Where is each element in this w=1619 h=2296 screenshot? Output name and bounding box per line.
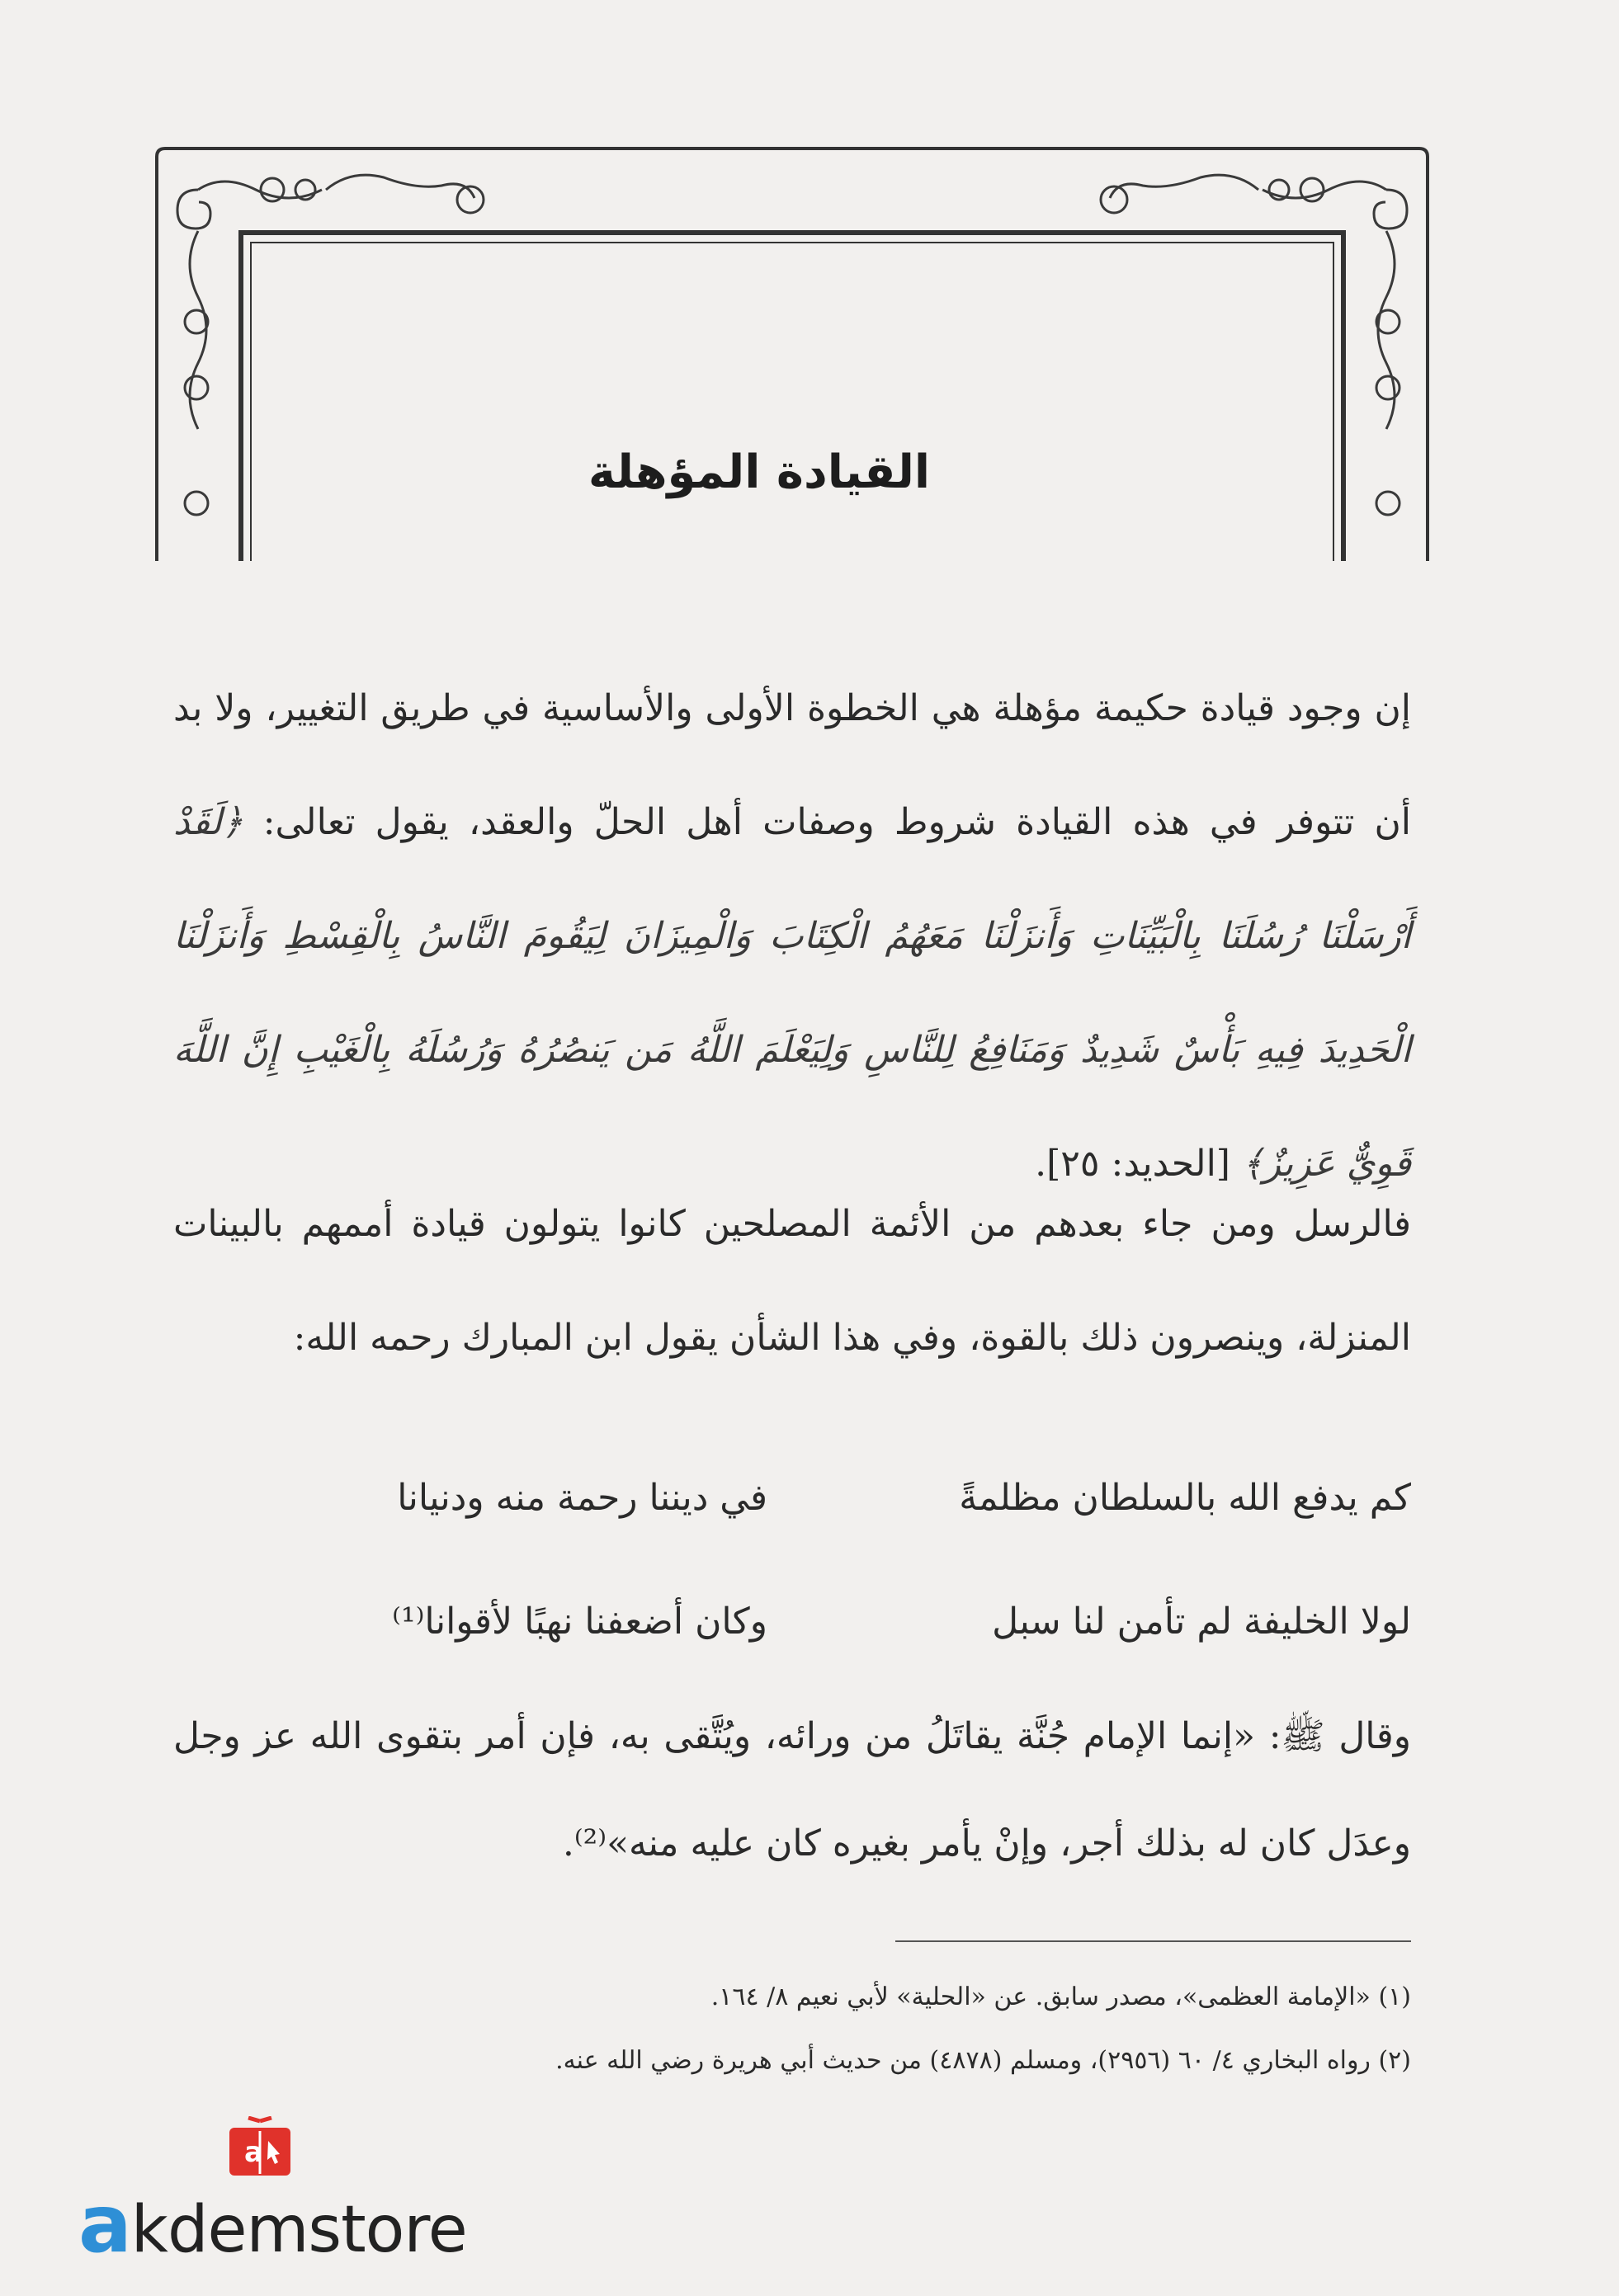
footnote-1: (١) «الإمامة العظمى»، مصدر سابق. عن «الحلية» لأبي نعيم ٨/ ١٦٤. [710,1982,1411,2011]
poem-hemistich: لولا الخليفة لم تأمن لنا سبل [992,1601,1411,1643]
paragraph-intro [173,652,1411,1221]
book-logo-icon [223,2116,297,2182]
quran-verse: ﴿لَقَدْ أَرْسَلْنَا رُسُلَنَا بِالْبَيِّنَاتِ وَأَنزَلْنَا مَعَهُمُ الْكِتَابَ وَالْمِيزَانَ لِيَقُومَ النَّاسُ بِالْقِسْطِ وَأَنزَلْنَا الْحَدِيدَ فِيهِ بَأْسٌ شَدِيدٌ وَمَنَافِعُ لِلنَّاسِ وَلِيَعْلَمَ اللَّهُ مَن يَنصُرُهُ وَرُسُلَهُ بِالْغَيْبِ إِنَّ اللَّهَ قَوِيٌّ عَزِيزٌ﴾ [173,801,1411,1185]
logo-name: kdemstore [130,2193,467,2267]
poem-hemistich: كم يدفع الله بالسلطان مظلمةً [959,1477,1411,1519]
poem-hemistich: في ديننا رحمة منه ودنيانا [397,1477,767,1519]
paragraph-leaders: فالرسل ومن جاء بعدهم من الأئمة المصلحين كانوا يتولون قيادة أممهم بالبينات المنزلة، وينصرون ذلك بالقوة، وفي هذا الشأن يقول ابن المبارك رحمه الله: [173,1203,1411,1359]
paragraph-hadith: وقال ﷺ: «إنما الإمام جُنَّة يقاتَلُ من ورائه، ويُتَّقى به، فإن أمر بتقوى الله عز وجل وعدَل كان له بذلك أجر، وإنْ يأمر بغيره كان عليه منه»⁽²⁾. [173,1715,1411,1865]
footnote-separator [895,1940,1411,1942]
poem-hemistich: وكان أضعفنا نهبًا لأقوانا⁽¹⁾ [392,1601,767,1643]
footnote-2: (٢) رواه البخاري ٤/ ٦٠ (٢٩٥٦)، ومسلم (٤٨٧٨) من حديث أبي هريرة رضي الله عنه. [555,2046,1411,2075]
poem-line-1 [173,1477,1411,1601]
chapter-title: القيادة المؤهلة [588,446,931,499]
verse-reference: [الحديد: ٢٥]. [1035,1143,1230,1185]
paragraph-intro-text: إن وجود قيادة حكيمة مؤهلة هي الخطوة الأولى والأساسية في طريق التغيير، ولا بد أن تتوفر في هذه القيادة شروط وصفات أهل الحلّ والعقد، يقول تعالى: [173,687,1411,843]
logo-prefix: a [78,2178,131,2270]
logo-letter: a [244,2136,263,2169]
store-logo-text [78,2178,467,2270]
chapter-frame [149,140,1436,569]
